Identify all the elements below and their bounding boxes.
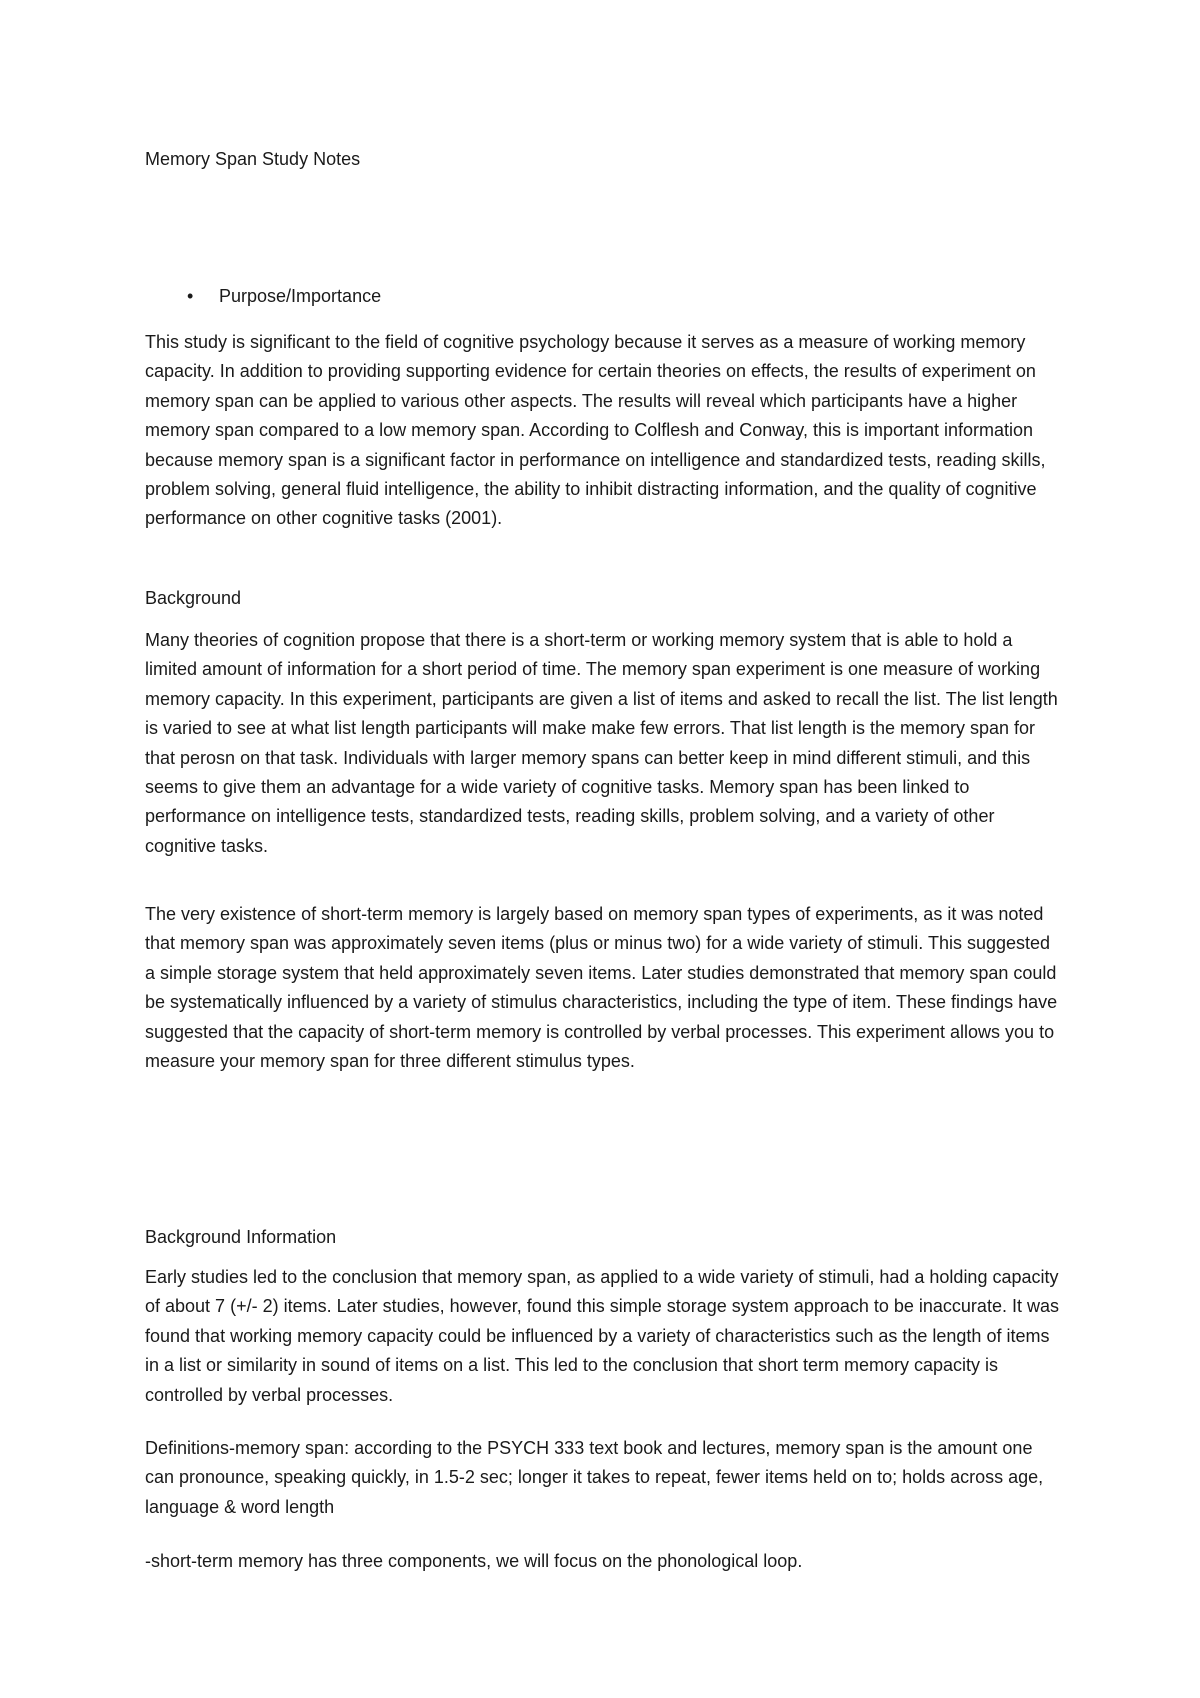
background-paragraph-1: Many theories of cognition propose that there is a short-term or working memory system that is able to hold a limited amount of information for a short period of time. The memory span experiment is one measure of working memory capacity. In this experiment, participants are given a list of items and asked to recall the list. The list length is varied to see at what list length participants will make make few errors. That list length is the memory span for that perosn on that task. Individuals with larger memory spans can better keep in mind different stimuli, and this seems to give them an advantage for a wide variety of cognitive tasks. Memory span has been linked to performance on intelligence tests, standardized tests, reading skills, problem solving, and a variety of other cognitive tasks. — [145, 630, 1058, 856]
bullet-label: Purpose/Importance — [219, 286, 382, 306]
purpose-paragraph: This study is significant to the field of cognitive psychology because it serves as a measure of working memory capacity. In addition to providing supporting evidence for certain theories on effects, the results of experiment on memory span can be applied to various other aspects. The results will reveal which participants have a higher memory span compared to a low memory span. According to Colflesh and Conway, this is important information because memory span is a significant factor in performance on intelligence and standardized tests, reading skills, problem solving, general fluid intelligence, the ability to inhibit distracting information, and the quality of cognitive performance on other cognitive tasks (2001). — [145, 332, 1046, 529]
document-title: Memory Span Study Notes — [145, 149, 361, 169]
bullet-icon: • — [187, 286, 194, 306]
components-paragraph: -short-term memory has three components, we will focus on the phonological loop. — [145, 1551, 803, 1571]
background-info-paragraph: Early studies led to the conclusion that memory span, as applied to a wide variety of stimuli, had a holding capacity of about 7 (+/- 2) items. Later studies, however, found this simple storage system approach to be inaccurate. It was found that working memory capacity could be influenced by a variety of characteristics such as the length of items in a list or similarity in sound of items on a list. This led to the conclusion that short term memory capacity is controlled by verbal processes. — [145, 1267, 1059, 1405]
definitions-paragraph: Definitions-memory span: according to the PSYCH 333 text book and lectures, memory span is the amount one can pronounce, speaking quickly, in 1.5-2 sec; longer it takes to repeat, fewer items held on to; holds across age, language & word length — [145, 1438, 1044, 1517]
background-info-heading: Background Information — [145, 1227, 337, 1247]
background-heading: Background — [145, 588, 242, 608]
background-paragraph-2: The very existence of short-term memory is largely based on memory span types of experiments, as it was noted that memory span was approximately seven items (plus or minus two) for a wide variety of stimuli. This suggested a simple storage system that held approximately seven items. Later studies demonstrated that memory span could be systematically influenced by a variety of stimulus characteristics, including the type of item. These findings have suggested that the capacity of short-term memory is controlled by verbal processes. This experiment allows you to measure your memory span for three different stimulus types. — [145, 904, 1058, 1072]
